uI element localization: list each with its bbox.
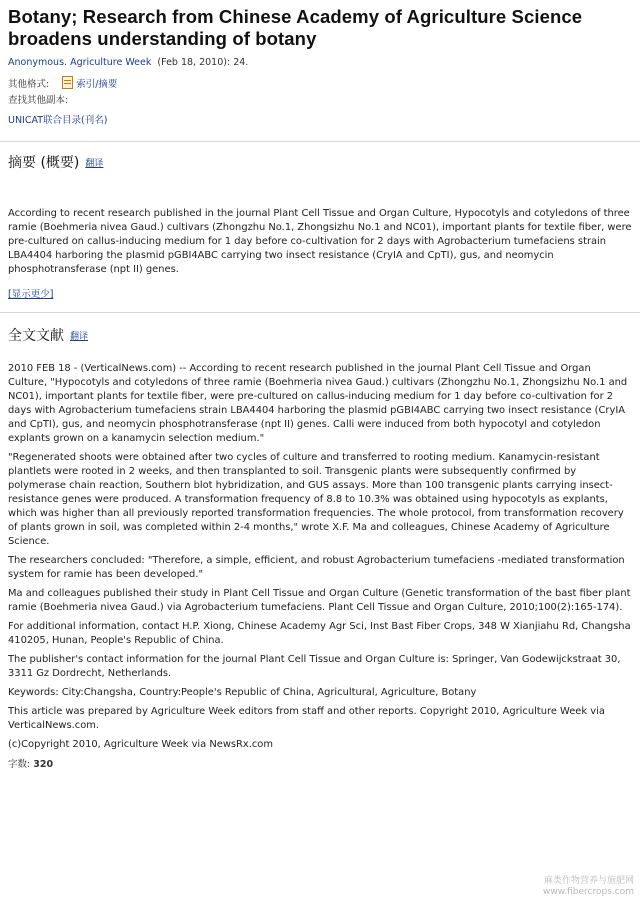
fulltext-paragraph: "Regenerated shoots were obtained after two cycles of culture and transferred to rooting medium. Kanamycin-resistant plantlets were rooted in 2 weeks, and then transplanted to soil. Transgenic plants were subsequently confirmed by polymerase chain reaction, Southern blot hybridization, and GUS assays. More than 100 transgenic plants carrying insect-resistance genes were produced. A transformation frequency of 8.8 to 10.3% was obtained using hypocotyls as explants, which was higher than all previously reported transformation frequencies. The whole protocol, from transformation recovery of plants grown in soil, was completed within 2-4 months," wrote X.F. Ma and colleagues, Chinese Academy of Agriculture Science. [8,452,624,547]
fulltext-paragraph: (c)Copyright 2010, Agriculture Week via NewsRx.com [8,739,273,750]
other-formats-label: 其他格式: [8,79,50,90]
fulltext-translate-link[interactable]: 翻译 [70,332,89,342]
unicat-row [8,113,632,129]
document-icon [62,76,73,89]
abstract-text: According to recent research published in the journal Plant Cell Tissue and Organ Culture, Hypocotyls and cotyledons of three ramie (Boehmeria nivea Gaud.) cultivars (Zhongzhu No.1, Zhongsizhu No.1 and NC01), important plants for textile fiber, were pre-cultured on callus-inducing medium for 1 day before co-cultivation for 2 days with Agrobacterium tumefaciens strain LBA4404 harboring the plasmid pGBI4ABC carrying two insect resistance (CryIA and CpTI), gus, and neomycin phosphotransferase (npt II) genes. [8,208,632,275]
other-formats-row [8,76,632,93]
article-title: Botany; Research from Chinese Academy of Agriculture Science broadens understanding of botany [8,6,583,49]
fulltext-paragraph: This article was prepared by Agriculture Week editors from staff and other reports. Copyright 2010, Agriculture Week via VerticalNews.com. [8,706,605,731]
divider [0,141,640,142]
divider [0,312,640,313]
index-abstract-link[interactable]: 索引/摘要 [76,79,118,90]
abstract-translate-link[interactable]: 翻译 [85,159,104,169]
fulltext-heading [8,327,632,346]
watermark [543,876,634,898]
watermark-line: 麻类作物营养与施肥网 [543,876,634,886]
find-copies-row [8,93,632,109]
find-copies-label: 查找其他副本: [8,95,69,106]
show-less-link[interactable]: [显示更少] [8,289,54,300]
unicat-link[interactable]: UNICAT联合目录(刊名) [8,115,108,126]
word-count-label: 字数: [8,759,31,770]
fulltext-paragraph: Keywords: City:Changsha, Country:People's Republic of China, Agricultural, Agriculture, Botany [8,687,477,698]
article-meta [8,56,632,70]
source-link[interactable]: Agriculture Week [70,57,152,68]
word-count-value: 320 [33,759,54,770]
author-link[interactable]: Anonymous. [8,57,68,68]
fulltext-paragraph: The publisher's contact information for the journal Plant Cell Tissue and Organ Culture is: Springer, Van Godewijckstraat 30, 3311 Gz Dordrecht, Netherlands. [8,654,621,679]
date-page: (Feb 18, 2010): 24. [157,57,249,68]
fulltext-paragraph: The researchers concluded: "Therefore, a simple, efficient, and robust Agrobacterium tumefaciens -mediated transformation system for ramie has been developed." [8,555,625,580]
fulltext-paragraph: Ma and colleagues published their study in Plant Cell Tissue and Organ Culture (Genetic transformation of the bast fiber plant ramie (Boehmeria nivea Gaud.) via Agrobacterium tumefaciens. Plant Cell Tissue and Organ Culture, 2010;100(2):165-174). [8,588,631,613]
word-count [8,757,632,773]
fulltext-paragraph: 2010 FEB 18 - (VerticalNews.com) -- According to recent research published in the journal Plant Cell Tissue and Organ Culture, "Hypocotyls and cotyledons of three ramie (Boehmeria nivea Gaud.) cultivars (Zhongzhu No.1, Zhongsizhu No.1 and NC01), important plants for textile fiber, were pre-cultured on callus-inducing medium for 1 day before co-cultivation for 2 days with Agrobacterium tumefaciens strain LBA4404 harboring the plasmid pGBI4ABC carrying two insect resistance (CryIA and CpTI), gus, and neomycin phosphotransferase (npt II) genes. Calli were induced from both hypocotyl and cotyledon explants grown on a kanamycin selection medium." [8,363,628,444]
fulltext-title: 全文文献 [8,328,64,344]
fulltext-paragraph: For additional information, contact H.P. Xiong, Chinese Academy Agr Sci, Inst Bast Fiber Crops, 348 W Xianjiahu Rd, Changsha 410205, Hunan, People's Republic of China. [8,621,631,646]
abstract-title: 摘要 (概要) [8,155,80,171]
abstract-heading [8,154,632,173]
watermark-url: www.fibercrops.com [543,887,634,897]
